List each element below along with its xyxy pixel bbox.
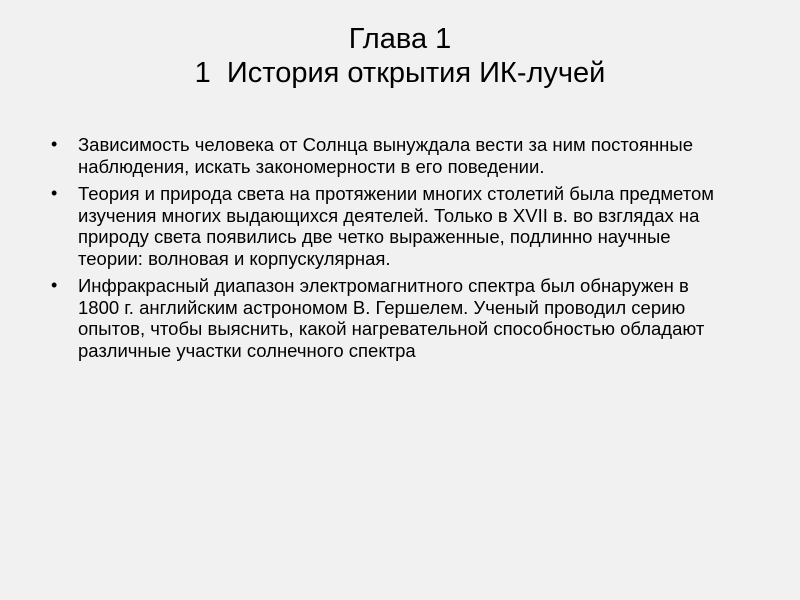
bullet-item	[48, 134, 728, 177]
title-chapter: Глава 1	[348, 23, 452, 55]
bullet-list	[48, 134, 728, 367]
bullet-text: Зависимость человека от Солнца вынуждала вести за ним постоянные наблюдения, искать закономерности в его поведении.	[78, 134, 693, 177]
bullet-marker: •	[51, 134, 58, 154]
bullet-text: Теория и природа света на протяжении многих столетий была предметом изучения многих выдающихся деятелей. Только в XVII в. во взглядах на природу света появились две четко выраженные, подлинно научные теории: волновая и корпускулярная.	[78, 183, 714, 269]
bullet-text: Инфракрасный диапазон электромагнитного спектра был обнаружен в 1800 г. английским астрономом В. Гершелем. Ученый проводил серию опытов, чтобы выяснить, какой нагревательной способностью обладают различные участки солнечного спектра	[78, 275, 705, 361]
bullet-marker: •	[51, 183, 58, 203]
title-heading: 1 История открытия ИК-лучей	[194, 57, 606, 89]
bullet-marker: •	[51, 275, 58, 295]
bullet-item	[48, 183, 728, 269]
slide-title	[0, 22, 800, 90]
bullet-item	[48, 275, 728, 361]
